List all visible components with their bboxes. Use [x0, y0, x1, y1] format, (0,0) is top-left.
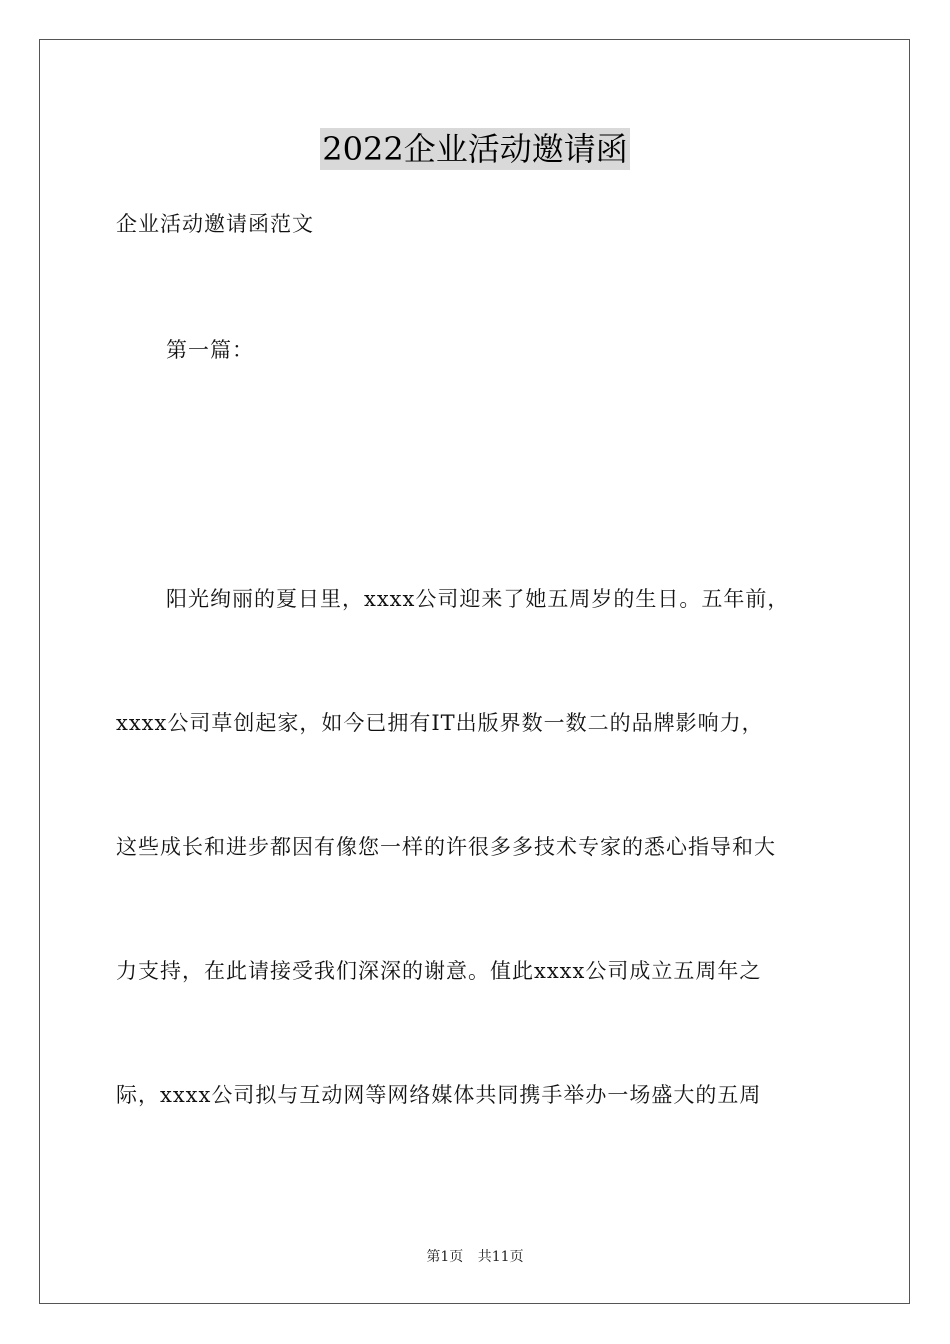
total-pages: 共11页: [477, 1249, 524, 1265]
body-line: 这些成长和进步都因有像您一样的许很多多技术专家的悉心指导和大: [116, 835, 776, 859]
body-line: xxxx公司草创起家，如今已拥有IT出版界数一数二的品牌影响力，: [116, 711, 764, 735]
body-line: 阳光绚丽的夏日里，xxxx公司迎来了她五周岁的生日。五年前，: [166, 587, 790, 611]
section-heading: 第一篇：: [166, 338, 254, 362]
document-subtitle: 企业活动邀请函范文: [116, 212, 314, 236]
page-number: 第1页: [426, 1249, 464, 1265]
title-container: [0, 128, 950, 170]
body-line: 力支持，在此请接受我们深深的谢意。值此xxxx公司成立五周年之: [116, 959, 762, 983]
document-title: 2022企业活动邀请函: [322, 130, 628, 168]
body-line: 际，xxxx公司拟与互动网等网络媒体共同携手举办一场盛大的五周: [116, 1083, 762, 1107]
page-footer: [0, 1247, 950, 1267]
